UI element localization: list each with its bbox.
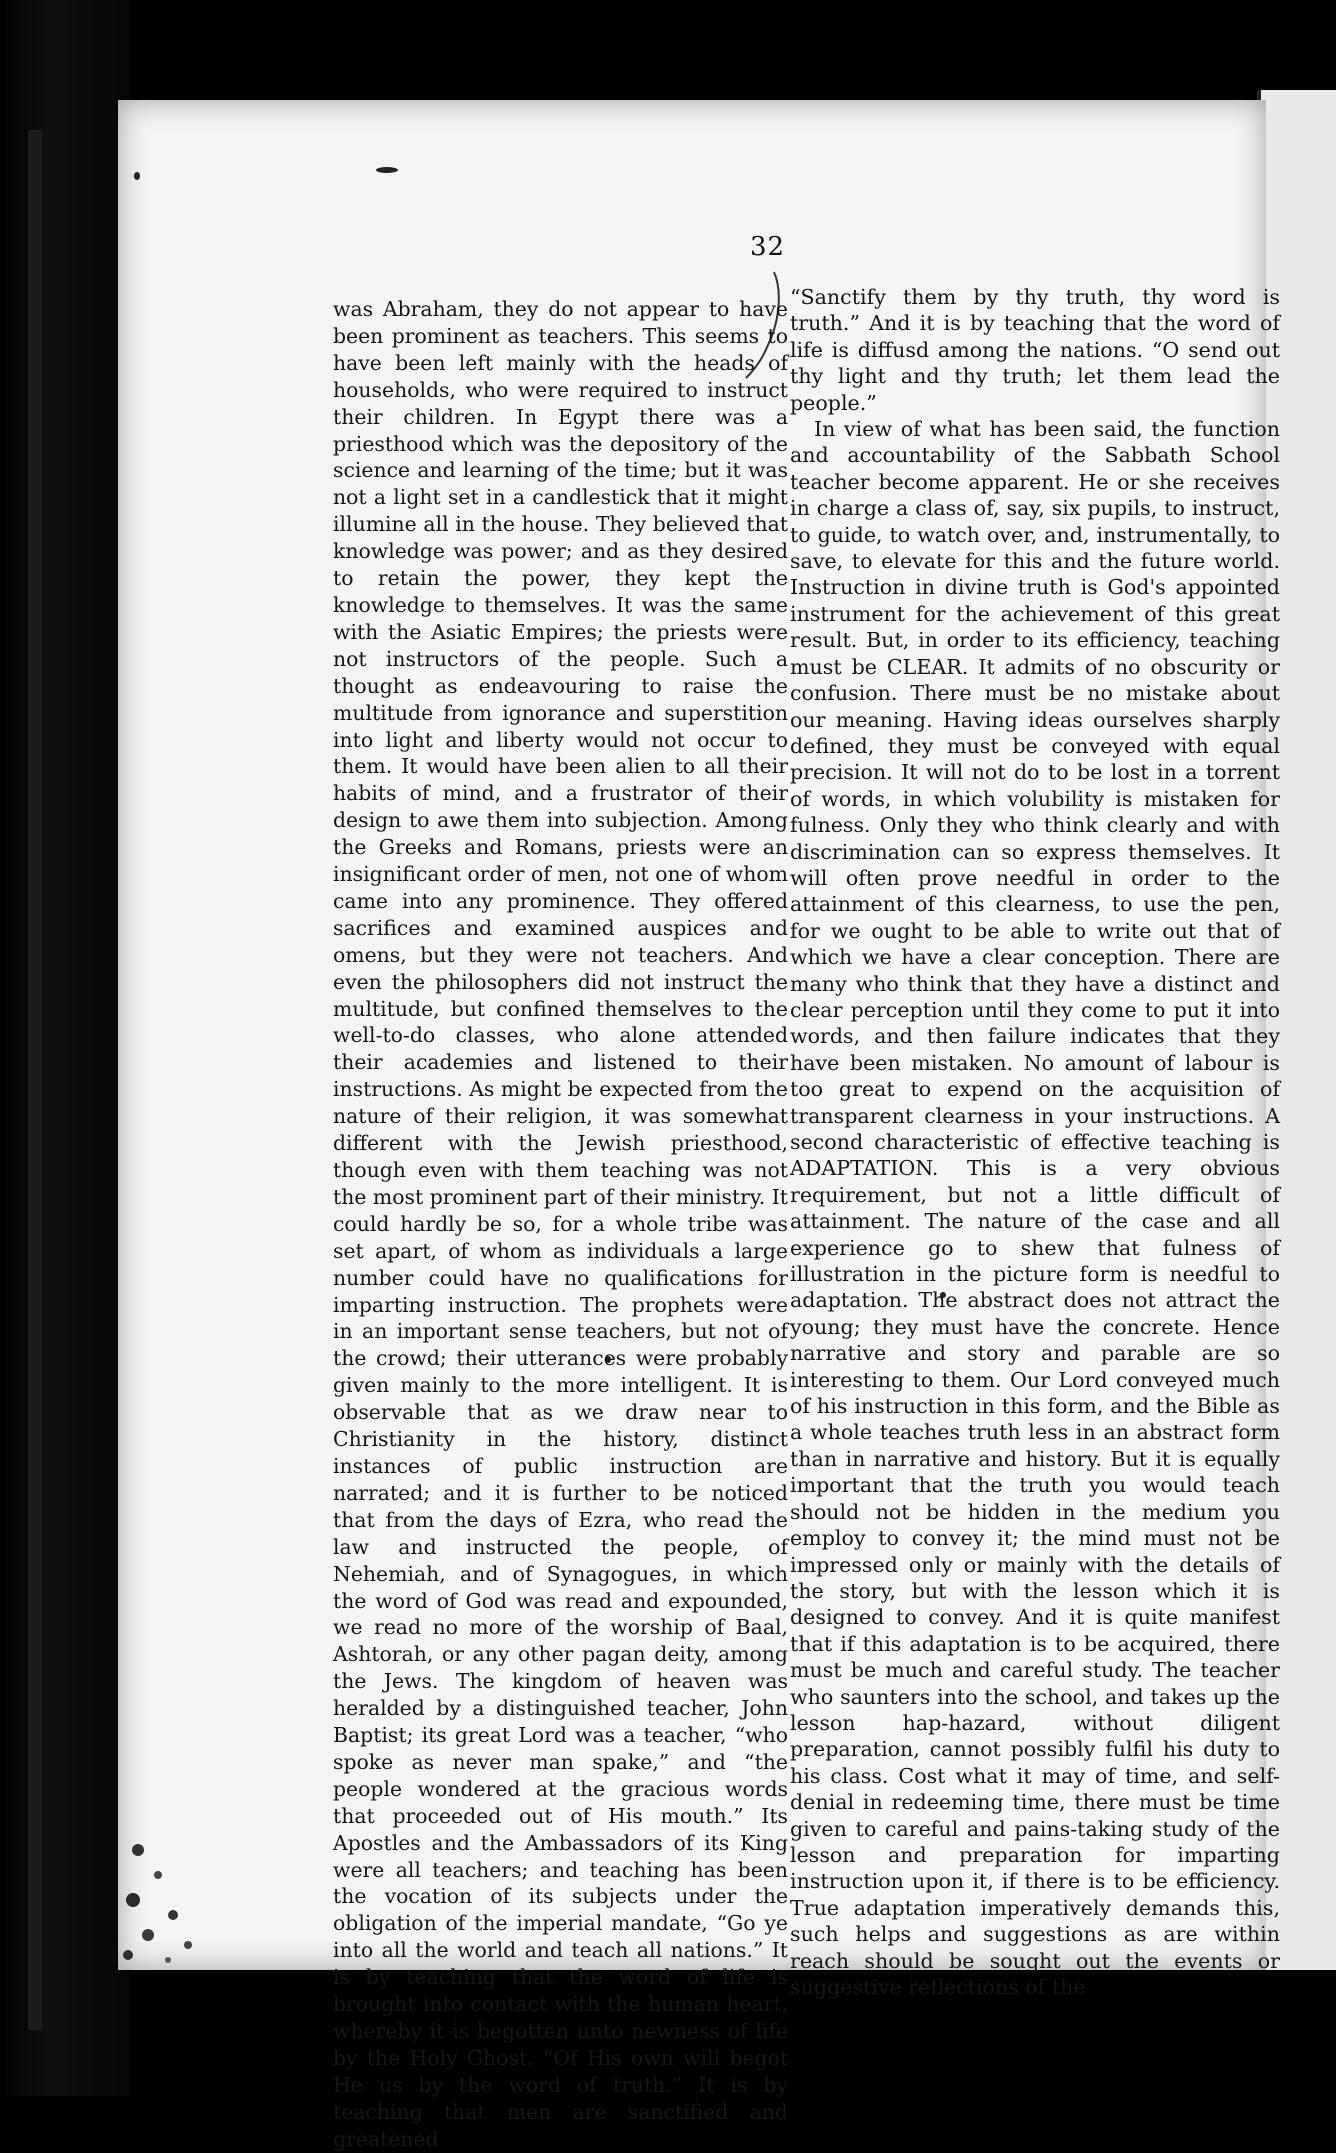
- body-paragraph: “Sanctify them by thy truth, thy word is truth.” And it is by teaching that the word of life is diffusd among the nations. “O send out thy light and thy truth; let them lead the people.”: [790, 285, 1280, 415]
- book-spine-shadow: [0, 0, 130, 2096]
- ink-smudge: [376, 167, 398, 173]
- body-paragraph: was Abraham, they do not appear to have been prominent as teachers. This seems to have been left mainly with the heads of households, who were required to instruct their children. In Egypt there was a priesthood which was the depository of the science and learning of the time; but it was not a light set in a candlestick that it might illumine all in the house. They believed that knowledge was power; and as they desired to retain the power, they kept the knowledge to themselves. It was the same with the Asiatic Empires; the priests were not instructors of the people. Such a thought as endeavouring to raise the multitude from ignorance and superstition into light and liberty would not occur to them. It would have been alien to all their habits of mind, and a frustrator of their design to awe them into subjection. Among the Greeks and Romans, priests were an insignificant order of men, not one of whom came into any prominence. They offered sacrifices and examined auspices and omens, but they were not teachers. And even the philosophers did not instruct the multitude, but confined themselves to the well-to-do classes, who alone attended their academies and listened to their instructions. As might be expected from the nature of their religion, it was somewhat different with the Jewish priesthood, though even with them teaching was not the most prominent part of their ministry. It could hardly be so, for a whole tribe was set apart, of whom as individuals a large number could have no qualifications for imparting instruction. The prophets were in an important sense teachers, but not of the crowd; their utterances were probably given mainly to the more intelligent. It is observable that as we draw near to Christianity in the history, distinct instances of public instruction are narrated; and it is further to be noticed that from the days of Ezra, who read the law and instructed the people, of Nehemiah, and of Synagogues, in which the word of God was read and expounded, we read no more of the worship of Baal, Ashtorah, or any other pagan deity, among the Jews. The kingdom of heaven was heralded by a distinguished teacher, John Baptist; its great Lord was a teacher, “who spoke as never man spake,” and “the people wondered at the gracious words that proceeded out of His mouth.” Its Apostles and the Ambassadors of its King were all teachers; and teaching has been the vocation of its subjects under the obligation of the imperial mandate, “Go ye into all the world and teach all nations.” It is by teaching that the word of life is brought into contact with the human heart, whereby it is begotten unto newness of life by the Holy Ghost. “Of His own will begot He us by the word of truth.” It is by teaching that men are sanctified and greatened: [333, 297, 788, 2151]
- ink-speck: [134, 172, 140, 180]
- spine-edge: [28, 130, 42, 2030]
- page-damage-stains: [118, 1820, 228, 1970]
- left-text-column: [333, 296, 788, 2153]
- page-number: 32: [750, 232, 786, 262]
- right-text-column: [790, 284, 1280, 2000]
- body-paragraph: In view of what has been said, the function and accountability of the Sabbath School teacher become apparent. He or she receives in charge a class of, say, six pupils, to instruct, to guide, to watch over, and, instrumentally, to save, to elevate for this and the future world. Instruction in divine truth is God's appointed instrument for the achievement of this great result. But, in order to its efficiency, teaching must be CLEAR. It admits of no obscurity or confusion. There must be no mistake about our meaning. Having ideas ourselves sharply defined, they must be conveyed with equal precision. It will not do to be lost in a torrent of words, in which volubility is mistaken for fulness. Only they who think clearly and with discrimination can so express themselves. It will often prove needful in order to the attainment of this clearness, to use the pen, for we ought to be able to write out that of which we have a clear conception. There are many who think that they have a distinct and clear perception until they come to put it into words, and then failure indicates that they have been mistaken. No amount of labour is too great to expend on the acquisition of transparent clearness in your instructions. A second characteristic of effective teaching is ADAPTATION. This is a very obvious requirement, but not a little difficult of attainment. The nature of the case and all experience go to shew that fulness of illustration in the picture form is needful to adaptation. The abstract does not attract the young; they must have the concrete. Hence narrative and story and parable are so interesting to them. Our Lord conveyed much of his instruction in this form, and the Bible as a whole teaches truth less in an abstract form than in narrative and history. But it is equally important that the truth you would teach should not be hidden in the medium you employ to convey it; the mind must not be impressed only or mainly with the details of the story, but with the lesson which it is designed to convey. And it is quite manifest that if this adaptation is to be acquired, there must be much and careful study. The teacher who saunters into the school, and takes up the lesson hap-hazard, without diligent preparation, cannot possibly fulfil his duty to his class. Cost what it may of time, and self-denial in redeeming time, there must be time given to careful and pains-taking study of the lesson and preparation for imparting instruction upon it, if there is to be efficiency. True adaptation imperatively demands this, such helps and suggestions as are within reach should be sought out the events or suggestive reflections of the: [790, 417, 1280, 1999]
